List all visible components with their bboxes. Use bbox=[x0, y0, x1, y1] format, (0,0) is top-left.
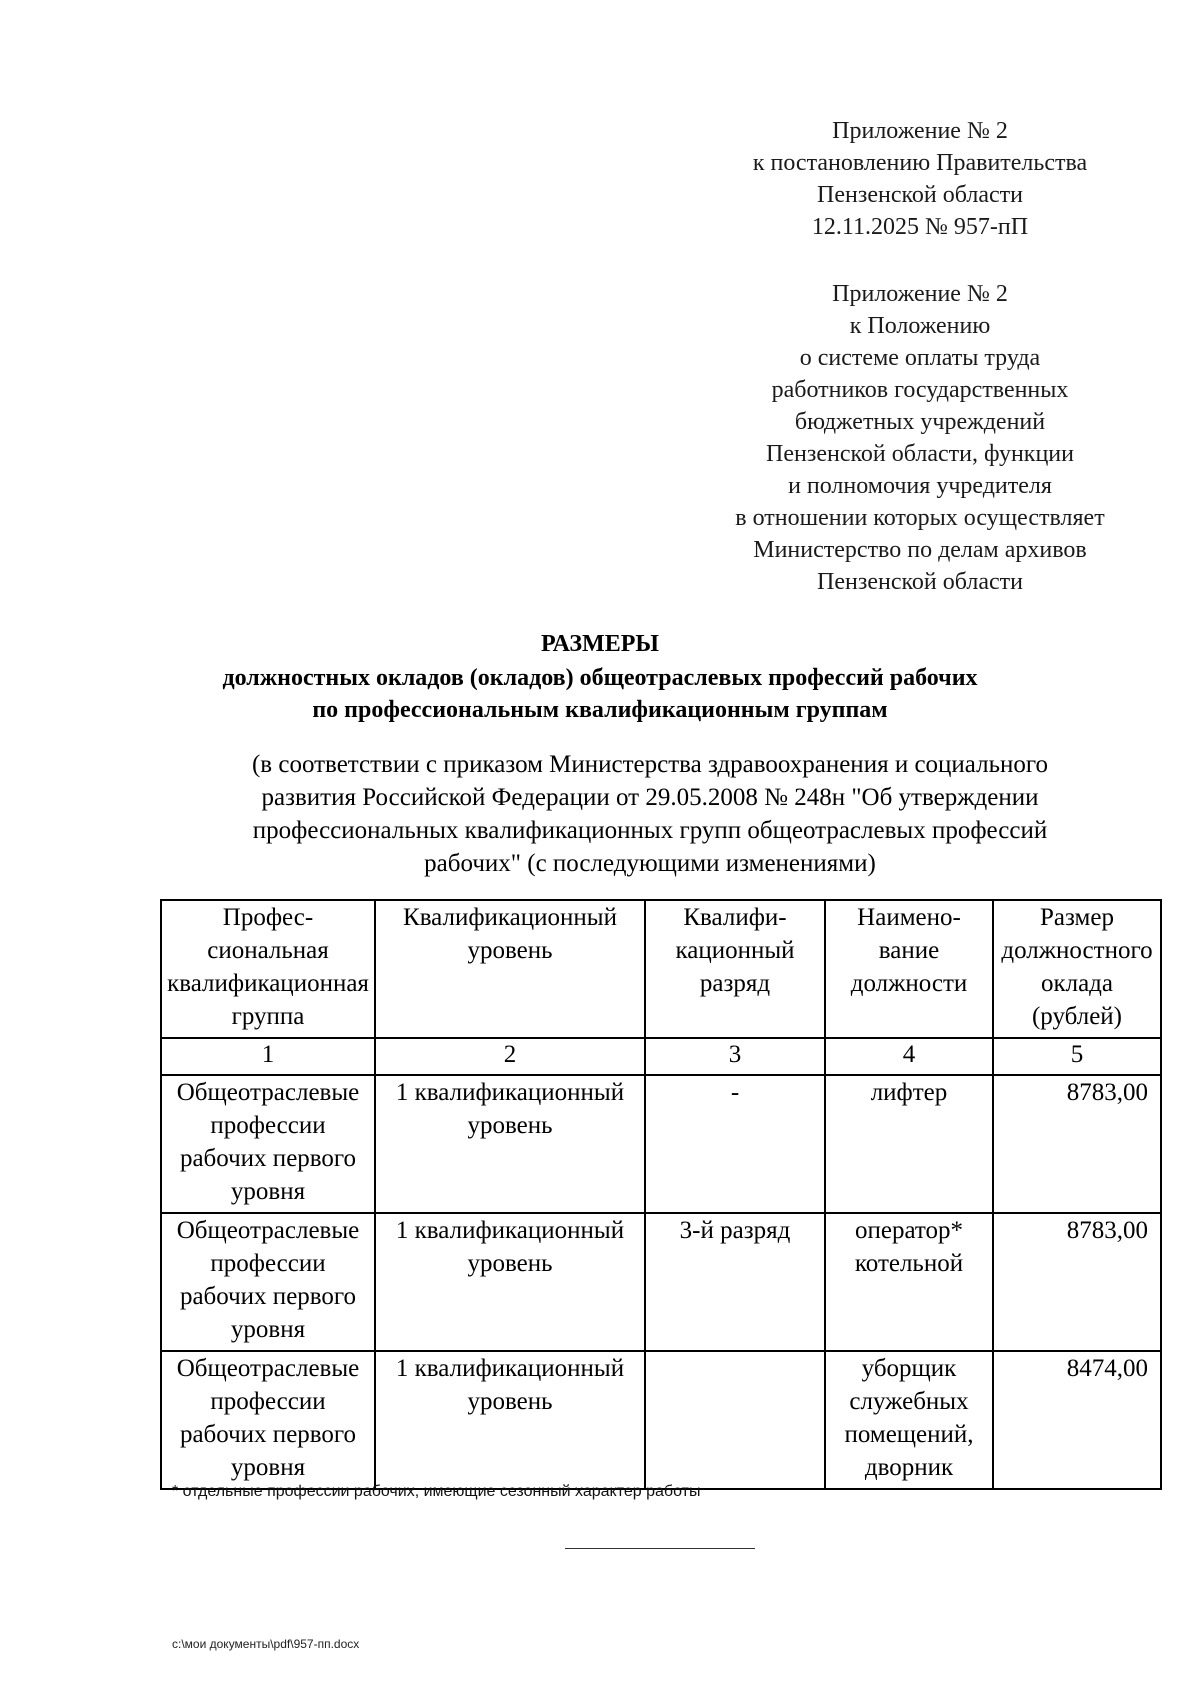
cell-line: дворник bbox=[864, 1454, 954, 1481]
cell-line: уровня bbox=[230, 1316, 306, 1343]
cell-line: помещений, bbox=[844, 1421, 974, 1448]
qualification-level-cell bbox=[375, 1351, 645, 1489]
cell-line: уборщик bbox=[861, 1355, 957, 1382]
basis-line: профессиональных квалификационных групп общеотраслевых профессий bbox=[252, 817, 1048, 844]
column-number-cell: 3 bbox=[645, 1038, 825, 1075]
cell-line: рабочих первого bbox=[179, 1145, 357, 1172]
basis-line: рабочих" (с последующими изменениями) bbox=[424, 850, 876, 877]
column-number-cell: 2 bbox=[375, 1038, 645, 1075]
appendix-header-line: в отношении которых осуществляет bbox=[735, 505, 1105, 531]
salary-cell bbox=[993, 1075, 1161, 1213]
salary-table bbox=[160, 899, 1162, 1490]
header-cell-line: сиональная bbox=[207, 937, 329, 964]
position-name-cell bbox=[825, 1213, 993, 1351]
cell-line: 8783,00 bbox=[1066, 1217, 1148, 1244]
qualification-grade-cell bbox=[645, 1213, 825, 1351]
cell-line: уровня bbox=[230, 1178, 306, 1205]
table-body bbox=[161, 1075, 1161, 1489]
cell-line: уровень bbox=[467, 1250, 553, 1277]
appendix-header-line: и полномочия учредителя bbox=[788, 473, 1052, 499]
appendix-header-regulation bbox=[700, 278, 1140, 598]
cell-line: уровень bbox=[467, 1112, 553, 1139]
header-cell-line: должностного bbox=[1001, 937, 1153, 964]
cell-line: Общеотраслевые bbox=[176, 1355, 360, 1382]
position-name-cell bbox=[825, 1351, 993, 1489]
header-cell-line: квалификационная bbox=[167, 970, 369, 997]
salary-cell bbox=[993, 1351, 1161, 1489]
appendix-header-line: 12.11.2025 № 957-пП bbox=[811, 214, 1029, 240]
column-number-cell: 4 bbox=[825, 1038, 993, 1075]
appendix-header-line: Пензенской области bbox=[817, 569, 1023, 595]
header-cell-line: разряд bbox=[699, 970, 771, 997]
cell-line: 1 квалификационный bbox=[395, 1217, 625, 1244]
cell-line: профессии bbox=[210, 1112, 326, 1139]
appendix-header-decree bbox=[700, 115, 1140, 243]
table-header-cell bbox=[993, 900, 1161, 1038]
header-cell-line: группа bbox=[231, 1003, 305, 1030]
file-path-footer: c:\мои документы\pdf\957-пп.docx bbox=[172, 1637, 360, 1651]
header-cell-line: (рублей) bbox=[1031, 1003, 1123, 1030]
cell-line: Общеотраслевые bbox=[176, 1217, 360, 1244]
header-cell-line: Размер bbox=[1040, 904, 1114, 931]
qualification-group-cell bbox=[161, 1075, 375, 1213]
appendix-header-line: к Положению bbox=[849, 313, 991, 339]
qualification-group-cell bbox=[161, 1213, 375, 1351]
table-row bbox=[161, 1213, 1161, 1351]
cell-line: 1 квалификационный bbox=[395, 1079, 625, 1106]
appendix-header-line: бюджетных учреждений bbox=[794, 409, 1046, 435]
basis-line: (в соответствии с приказом Министерства здравоохранения и социального bbox=[251, 751, 1049, 778]
appendix-header-line: Министерство по делам архивов bbox=[753, 537, 1087, 563]
cell-line: Общеотраслевые bbox=[176, 1079, 360, 1106]
appendix-header-line: Приложение № 2 bbox=[832, 281, 1008, 307]
cell-line: 8474,00 bbox=[1066, 1355, 1148, 1382]
header-cell-line: уровень bbox=[467, 937, 553, 964]
legal-basis-note bbox=[150, 748, 1150, 880]
end-separator-line bbox=[565, 1548, 755, 1549]
appendix-header-line: Пензенской области, функции bbox=[766, 441, 1074, 467]
cell-line: уровня bbox=[230, 1454, 306, 1481]
cell-line: служебных bbox=[849, 1388, 969, 1415]
cell-line: профессии bbox=[210, 1250, 326, 1277]
header-cell-line: кационный bbox=[675, 937, 795, 964]
appendix-header-line: к постановлению Правительства bbox=[752, 150, 1088, 176]
footnote: * отдельные профессии рабочих, имеющие сезонный характер работы bbox=[172, 1483, 701, 1500]
header-cell-line: должности bbox=[850, 970, 968, 997]
table-header-cell bbox=[161, 900, 375, 1038]
document-subtitle bbox=[0, 662, 1200, 726]
subtitle-line: по профессиональным квалификационным группам bbox=[312, 697, 888, 723]
qualification-level-cell bbox=[375, 1213, 645, 1351]
cell-line: 1 квалификационный bbox=[395, 1355, 625, 1382]
document-title: РАЗМЕРЫ bbox=[541, 631, 659, 657]
cell-line: уровень bbox=[467, 1388, 553, 1415]
appendix-header-line: Приложение № 2 bbox=[832, 118, 1008, 144]
cell-line: рабочих первого bbox=[179, 1283, 357, 1310]
column-number-cell: 1 bbox=[161, 1038, 375, 1075]
header-cell-line: Профес- bbox=[222, 904, 314, 931]
header-cell-line: Квалифи- bbox=[683, 904, 787, 931]
table-header-cell bbox=[825, 900, 993, 1038]
cell-line: 8783,00 bbox=[1066, 1079, 1148, 1106]
header-cell-line: Квалификационный bbox=[403, 904, 617, 931]
header-cell-line: оклада bbox=[1040, 970, 1114, 997]
qualification-group-cell bbox=[161, 1351, 375, 1489]
appendix-header-line: Пензенской области bbox=[817, 182, 1023, 208]
header-cell-line: вание bbox=[878, 937, 940, 964]
cell-line: - bbox=[730, 1079, 740, 1106]
appendix-header-line: о системе оплаты труда bbox=[799, 345, 1041, 371]
cell-line: 3-й разряд bbox=[679, 1217, 791, 1244]
cell-line: котельной bbox=[854, 1250, 964, 1277]
cell-line: рабочих первого bbox=[179, 1421, 357, 1448]
cell-line: оператор* bbox=[854, 1217, 964, 1244]
table-column-numbers-row bbox=[161, 1038, 1161, 1075]
basis-line: развития Российской Федерации от 29.05.2008 № 248н "Об утверждении bbox=[261, 784, 1039, 811]
header-cell-line: Наимено- bbox=[857, 904, 961, 931]
table-row bbox=[161, 1351, 1161, 1489]
qualification-level-cell bbox=[375, 1075, 645, 1213]
table-header-cell bbox=[645, 900, 825, 1038]
table-row bbox=[161, 1075, 1161, 1213]
qualification-grade-cell bbox=[645, 1351, 825, 1489]
salary-table-container bbox=[160, 899, 1160, 1490]
column-number-cell: 5 bbox=[993, 1038, 1161, 1075]
salary-cell bbox=[993, 1213, 1161, 1351]
cell-line: профессии bbox=[210, 1388, 326, 1415]
table-header-row bbox=[161, 900, 1161, 1038]
appendix-header-line: работников государственных bbox=[771, 377, 1069, 403]
cell-line: лифтер bbox=[870, 1079, 948, 1106]
position-name-cell bbox=[825, 1075, 993, 1213]
qualification-grade-cell bbox=[645, 1075, 825, 1213]
table-header-cell bbox=[375, 900, 645, 1038]
subtitle-line: должностных окладов (окладов) общеотраслевых профессий рабочих bbox=[222, 665, 978, 691]
